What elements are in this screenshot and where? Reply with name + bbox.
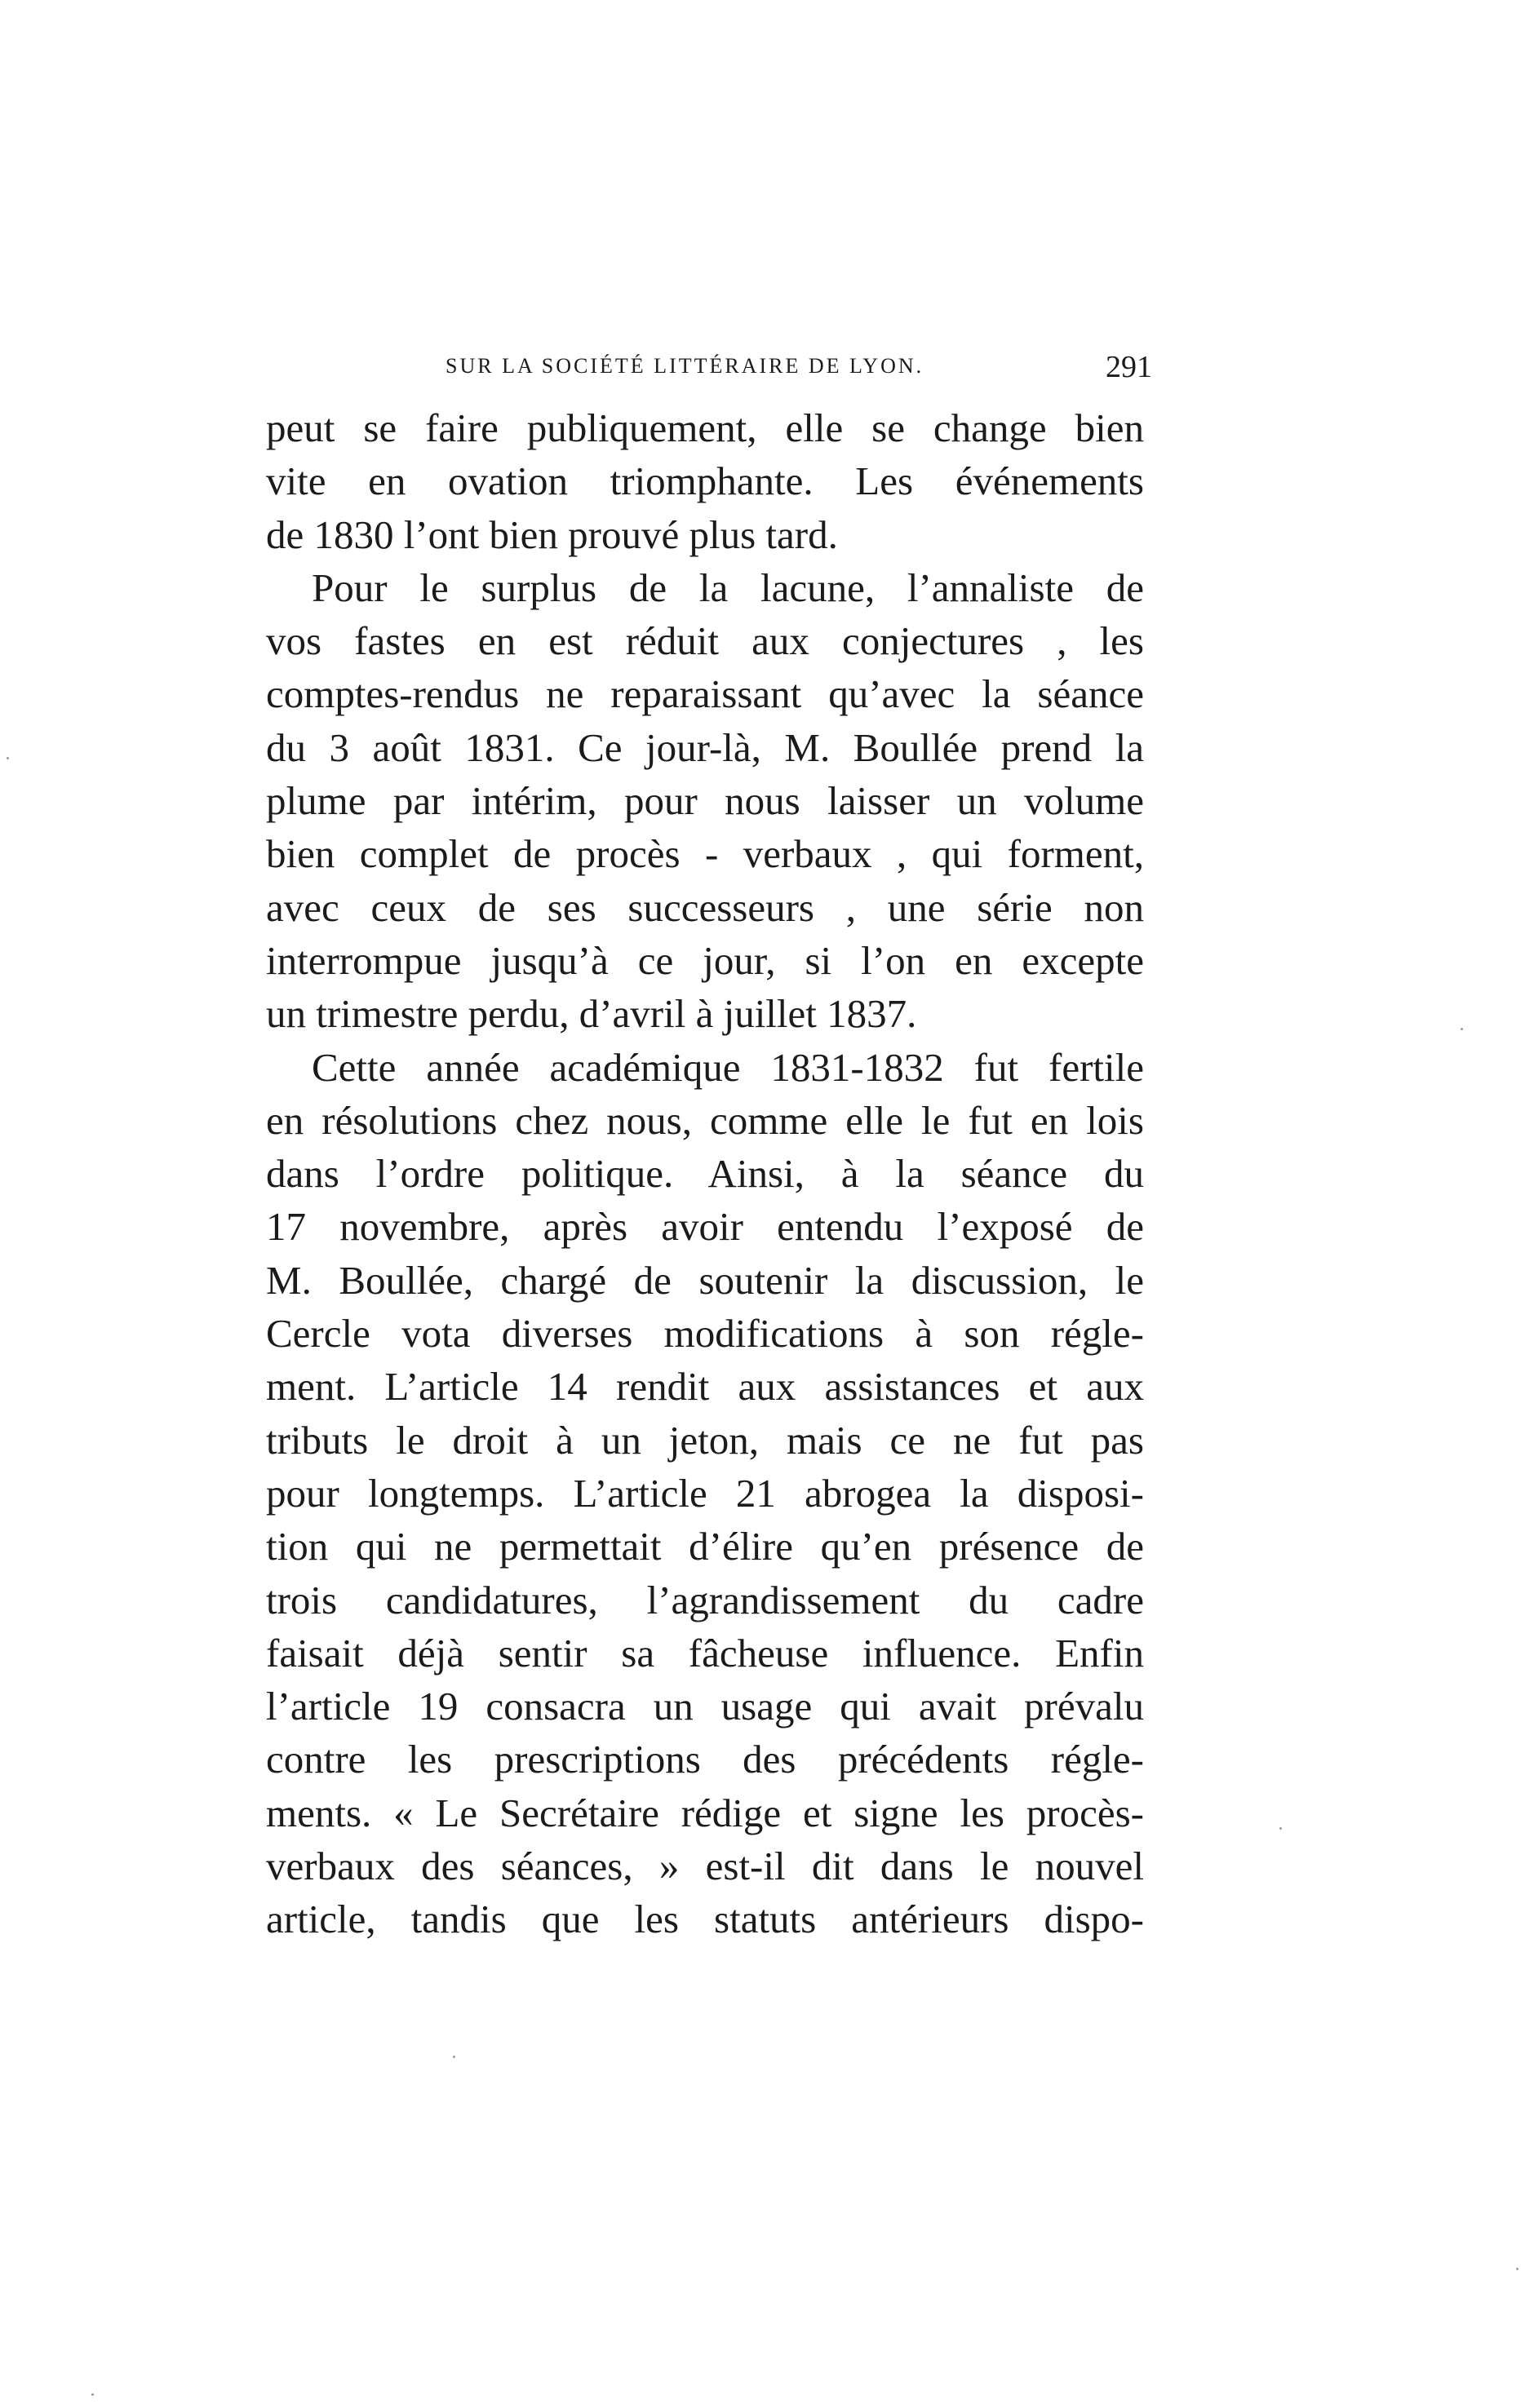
text-line: M. Boullée, chargé de soutenir la discussion, le	[266, 1257, 1144, 1303]
text-line: interrompue jusqu’à ce jour, si l’on en excepte	[266, 937, 1144, 983]
text-line: bien complet de procès - verbaux , qui forment,	[266, 831, 1144, 877]
text-line: pour longtemps. L’article 21 abrogea la disposi-	[266, 1470, 1144, 1516]
text-line: plume par intérim, pour nous laisser un volume	[266, 778, 1144, 824]
body-text	[266, 401, 1144, 1946]
text-line: Cette année académique 1831-1832 fut fertile	[312, 1044, 1144, 1090]
text-line: comptes-rendus ne reparaissant qu’avec la séance	[266, 671, 1144, 717]
text-line: de 1830 l’ont bien prouvé plus tard.	[266, 511, 838, 557]
scan-speck	[453, 2056, 455, 2058]
text-line: tributs le droit à un jeton, mais ce ne fut pas	[266, 1417, 1144, 1463]
scan-speck	[1516, 2268, 1518, 2270]
scan-speck	[91, 2393, 94, 2396]
text-line: article, tandis que les statuts antérieurs dispo-	[266, 1897, 1144, 1942]
running-title: SUR LA SOCIÉTÉ LITTÉRAIRE DE LYON.	[446, 354, 924, 378]
text-line: un trimestre perdu, d’avril à juillet 1837.	[266, 991, 917, 1037]
text-line: contre les prescriptions des précédents régle-	[266, 1737, 1144, 1782]
text-line: trois candidatures, l’agrandissement du cadre	[266, 1577, 1144, 1622]
text-line: dans l’ordre politique. Ainsi, à la séance du	[266, 1151, 1144, 1197]
page-number: 291	[1106, 350, 1152, 384]
text-line: en résolutions chez nous, comme elle le fut en lois	[266, 1097, 1144, 1143]
text-line: faisait déjà sentir sa fâcheuse influence. Enfin	[266, 1630, 1144, 1675]
text-line: peut se faire publiquement, elle se change bien	[266, 405, 1144, 450]
text-line: l’article 19 consacra un usage qui avait prévalu	[266, 1684, 1144, 1729]
text-line: 17 novembre, après avoir entendu l’exposé de	[266, 1204, 1144, 1250]
text-line: ment. L’article 14 rendit aux assistances et aux	[266, 1364, 1144, 1410]
scan-speck	[1461, 1028, 1463, 1030]
scan-speck	[7, 757, 9, 759]
text-line: tion qui ne permettait d’élire qu’en présence de	[266, 1524, 1144, 1569]
scan-speck	[1279, 1827, 1282, 1830]
text-line: du 3 août 1831. Ce jour-là, M. Boullée prend la	[266, 724, 1144, 770]
text-line: Pour le surplus de la lacune, l’annaliste de	[312, 564, 1144, 610]
text-line: vos fastes en est réduit aux conjectures , les	[266, 618, 1144, 664]
text-line: verbaux des séances, » est-il dit dans le nouvel	[266, 1844, 1144, 1889]
text-line: avec ceux de ses successeurs , une série non	[266, 884, 1144, 930]
text-line: vite en ovation triomphante. Les événements	[266, 458, 1144, 504]
running-head	[266, 349, 1168, 388]
text-line: Cercle vota diverses modifications à son régle-	[266, 1311, 1144, 1357]
text-line: ments. « Le Secrétaire rédige et signe les procès-	[266, 1790, 1144, 1835]
